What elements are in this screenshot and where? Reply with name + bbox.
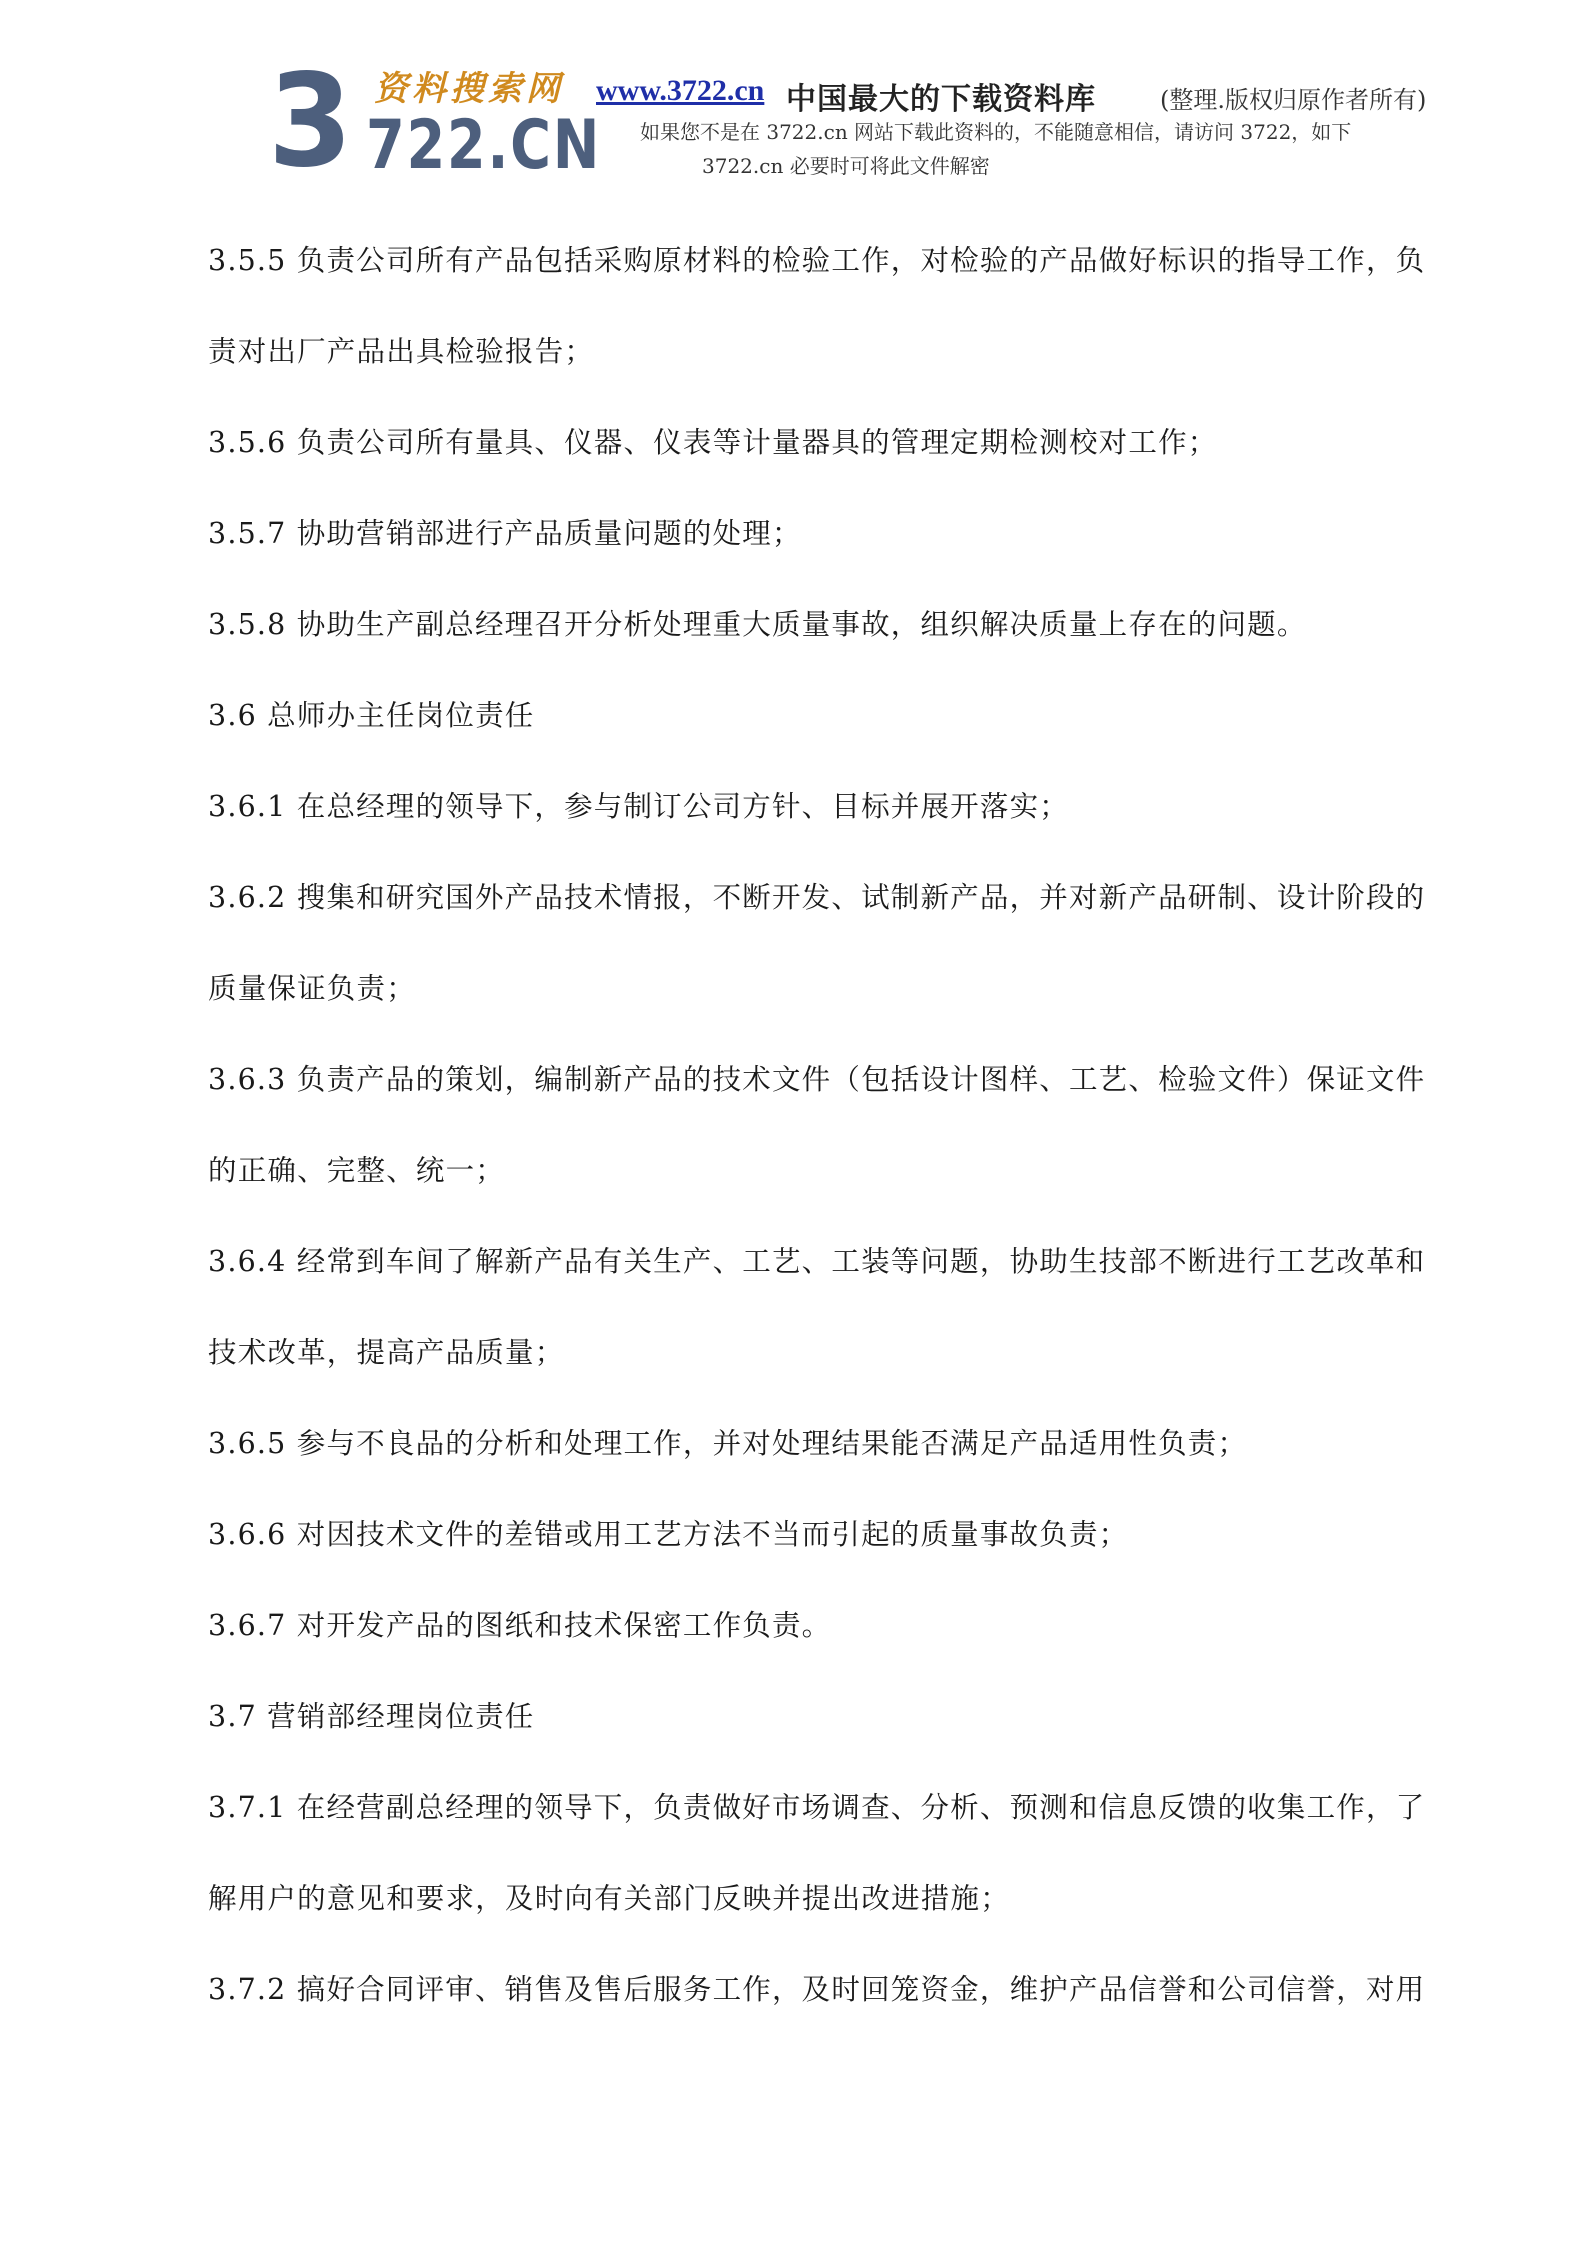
text-line: 3.5.5 负责公司所有产品包括采购原材料的检验工作，对检验的产品做好标识的指导工作，负 (208, 244, 1426, 277)
text-line: 质量保证负责； (208, 972, 416, 1005)
section-heading: 3.7 营销部经理岗位责任 (208, 1700, 535, 1733)
text-line: 3.6.2 搜集和研究国外产品技术情报，不断开发、试制新产品，并对新产品研制、设计阶段的 (208, 881, 1426, 914)
text-line: 解用户的意见和要求，及时向有关部门反映并提出改进措施； (208, 1882, 1010, 1915)
site-logo[interactable] (268, 47, 602, 196)
page-header (0, 0, 1594, 200)
header-slogan: 中国最大的下载资料库 (786, 82, 1096, 117)
header-note-line1: 如果您不是在 3722.cn 网站下载此资料的，不能随意相信，请访问 3722，如下 (640, 120, 1352, 144)
logo-tagline: 资料搜索网 (374, 69, 564, 109)
text-line: 3.7.1 在经营副总经理的领导下，负责做好市场调查、分析、预测和信息反馈的收集工作，了 (208, 1791, 1426, 1824)
section-heading: 3.6 总师办主任岗位责任 (208, 699, 535, 732)
text-line: 3.7.2 搞好合同评审、销售及售后服务工作，及时回笼资金，维护产品信誉和公司信誉，对用 (208, 1973, 1426, 2006)
text-line: 3.6.4 经常到车间了解新产品有关生产、工艺、工装等问题，协助生技部不断进行工艺改革和 (208, 1245, 1426, 1278)
text-line: 3.6.3 负责产品的策划，编制新产品的技术文件（包括设计图样、工艺、检验文件）保证文件 (208, 1063, 1426, 1096)
text-line: 责对出厂产品出具检验报告； (208, 335, 595, 368)
text-line: 3.6.5 参与不良品的分析和处理工作，并对处理结果能否满足产品适用性负责； (208, 1427, 1248, 1460)
logo-wordmark: 722.CN (366, 106, 602, 185)
text-line: 3.6.1 在总经理的领导下，参与制订公司方针、目标并展开落实； (208, 790, 1069, 823)
text-line: 3.5.8 协助生产副总经理召开分析处理重大质量事故，组织解决质量上存在的问题。 (208, 608, 1307, 641)
text-line: 3.5.7 协助营销部进行产品质量问题的处理； (208, 517, 802, 550)
header-note-line2: 3722.cn 必要时可将此文件解密 (702, 154, 990, 178)
site-link[interactable]: www.3722.cn (596, 74, 765, 107)
document-body (208, 236, 1508, 2056)
text-line: 3.6.7 对开发产品的图纸和技术保密工作负责。 (208, 1609, 832, 1642)
text-line: 3.5.6 负责公司所有量具、仪器、仪表等计量器具的管理定期检测校对工作； (208, 426, 1218, 459)
text-line: 技术改革，提高产品质量； (208, 1336, 565, 1369)
text-line: 的正确、完整、统一； (208, 1154, 506, 1187)
text-line: 3.6.6 对因技术文件的差错或用工艺方法不当而引起的质量事故负责； (208, 1518, 1129, 1551)
logo-digit: 3 (268, 47, 353, 196)
header-slogan-note: (整理.版权归原作者所有) (1160, 86, 1427, 114)
